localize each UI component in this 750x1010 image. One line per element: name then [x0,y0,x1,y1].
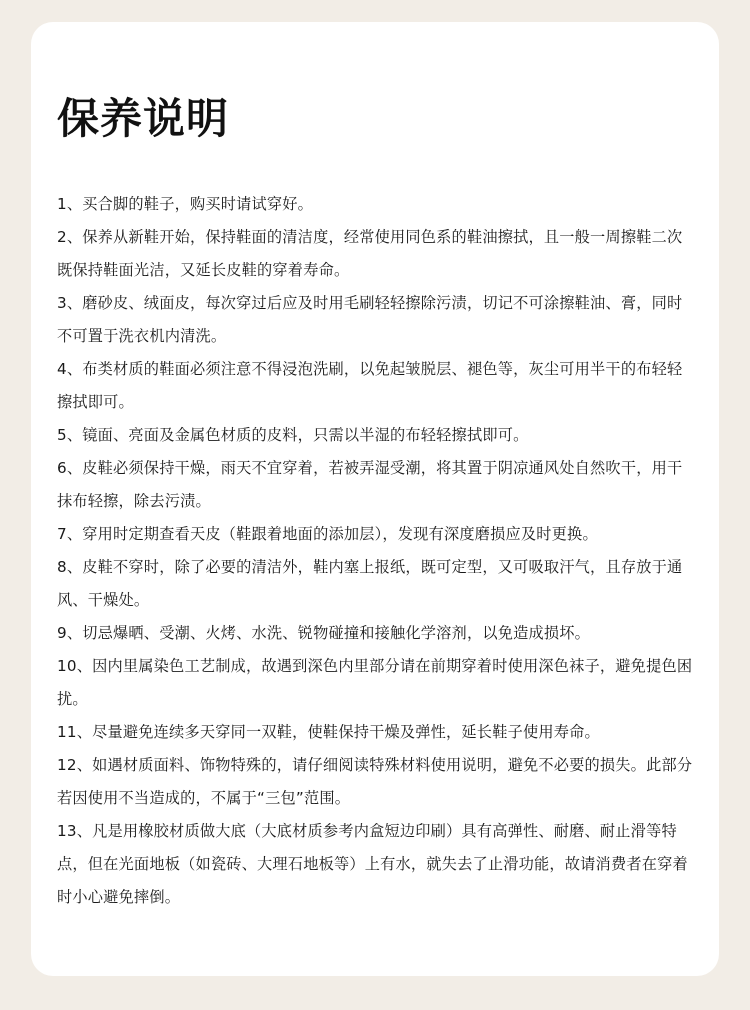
list-item: 3、磨砂皮、绒面皮，每次穿过后应及时用毛刷轻轻擦除污渍，切记不可涂擦鞋油、膏，同时不可置于洗衣机内清洗。 [57,294,683,345]
list-item: 7、穿用时定期查看天皮（鞋跟着地面的添加层），发现有深度磨损应及时更换。 [57,525,598,543]
care-instructions-list [57,188,693,914]
list-item: 5、镜面、亮面及金属色材质的皮料，只需以半湿的布轻轻擦拭即可。 [57,426,529,444]
list-item: 2、保养从新鞋开始，保持鞋面的清洁度，经常使用同色系的鞋油擦拭，且一般一周擦鞋二次既保持鞋面光洁，又延长皮鞋的穿着寿命。 [57,228,683,279]
list-item: 4、布类材质的鞋面必须注意不得浸泡洗刷，以免起皱脱层、褪色等，灰尘可用半干的布轻轻擦拭即可。 [57,360,683,411]
list-item: 13、凡是用橡胶材质做大底（大底材质参考内盒短边印刷）具有高弹性、耐磨、耐止滑等特点，但在光面地板（如瓷砖、大理石地板等）上有水，就失去了止滑功能，故请消费者在穿着时小心避免摔倒。 [57,822,688,906]
list-item: 11、尽量避免连续多天穿同一双鞋，使鞋保持干燥及弹性，延长鞋子使用寿命。 [57,723,600,741]
care-instructions-card [31,22,719,976]
list-item: 12、如遇材质面料、饰物特殊的，请仔细阅读特殊材料使用说明，避免不必要的损失。此部分若因使用不当造成的，不属于“三包”范围。 [57,756,693,807]
list-item: 8、皮鞋不穿时，除了必要的清洁外，鞋内塞上报纸，既可定型，又可吸取汗气，且存放于通风、干燥处。 [57,558,683,609]
list-item: 10、因内里属染色工艺制成，故遇到深色内里部分请在前期穿着时使用深色袜子，避免提色困扰。 [57,657,693,708]
page-title: 保养说明 [57,94,230,143]
list-item: 6、皮鞋必须保持干燥，雨天不宜穿着，若被弄湿受潮，将其置于阴凉通风处自然吹干，用干抹布轻擦，除去污渍。 [57,459,683,510]
list-item: 1、买合脚的鞋子，购买时请试穿好。 [57,195,314,213]
list-item: 9、切忌爆晒、受潮、火烤、水洗、锐物碰撞和接触化学溶剂，以免造成损坏。 [57,624,591,642]
